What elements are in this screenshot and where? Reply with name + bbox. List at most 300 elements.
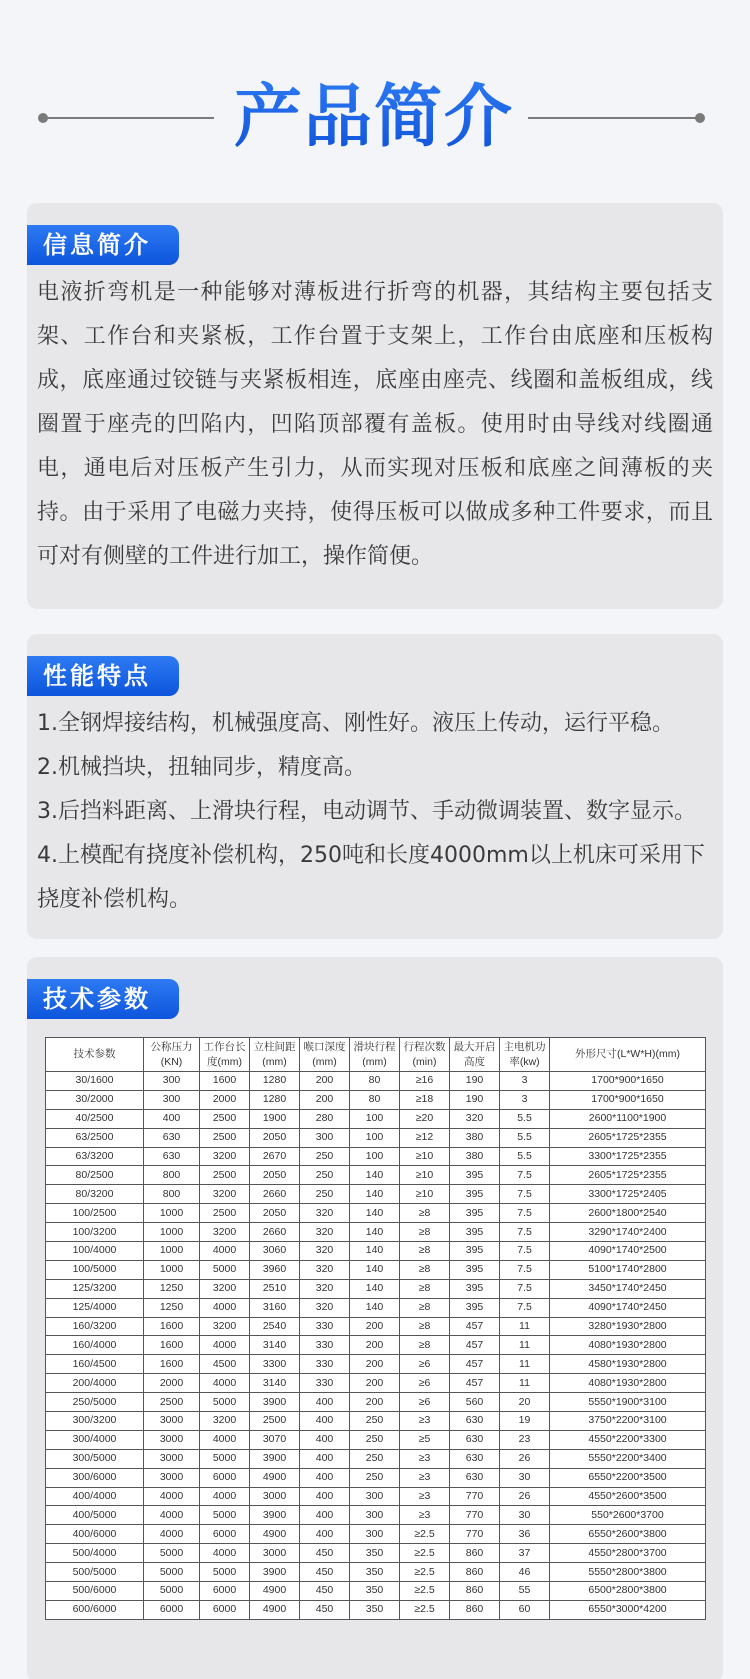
table-cell: 2050 — [250, 1204, 300, 1223]
table-cell: 4900 — [250, 1525, 300, 1544]
table-cell: 457 — [450, 1317, 500, 1336]
table-cell: 300 — [350, 1525, 400, 1544]
table-row — [46, 1260, 706, 1279]
table-cell: 100/4000 — [46, 1242, 144, 1261]
table-cell: 450 — [300, 1600, 350, 1619]
table-cell: 80/2500 — [46, 1166, 144, 1185]
table-cell: 1250 — [144, 1279, 200, 1298]
table-cell: 4000 — [144, 1487, 200, 1506]
table-cell: 140 — [350, 1242, 400, 1261]
table-cell: 3 — [500, 1072, 550, 1091]
table-cell: 395 — [450, 1166, 500, 1185]
table-cell: 3000 — [144, 1412, 200, 1431]
table-cell: 395 — [450, 1223, 500, 1242]
table-cell: 200 — [300, 1090, 350, 1109]
table-row — [46, 1468, 706, 1487]
table-header-cell: 行程次数(min) — [400, 1038, 450, 1072]
table-cell: 7.5 — [500, 1242, 550, 1261]
table-cell: 23 — [500, 1430, 550, 1449]
table-cell: 30/2000 — [46, 1090, 144, 1109]
table-cell: 5000 — [200, 1260, 250, 1279]
table-header-cell: 工作台长度(mm) — [200, 1038, 250, 1072]
table-header-cell: 喉口深度(mm) — [300, 1038, 350, 1072]
table-cell: 630 — [450, 1430, 500, 1449]
table-row — [46, 1544, 706, 1563]
table-row — [46, 1412, 706, 1431]
table-cell: 1600 — [200, 1072, 250, 1091]
table-header-cell: 主电机功率(kw) — [500, 1038, 550, 1072]
table-cell: 3960 — [250, 1260, 300, 1279]
table-cell: 11 — [500, 1374, 550, 1393]
table-cell: ≥10 — [400, 1185, 450, 1204]
table-cell: 600/6000 — [46, 1600, 144, 1619]
table-row — [46, 1449, 706, 1468]
params-table-wrap — [45, 1037, 705, 1620]
table-row — [46, 1355, 706, 1374]
table-cell: 400 — [300, 1393, 350, 1412]
table-cell: 1000 — [144, 1260, 200, 1279]
table-cell: 5000 — [200, 1449, 250, 1468]
table-cell: ≥6 — [400, 1355, 450, 1374]
table-cell: 400 — [300, 1412, 350, 1431]
table-cell: ≥8 — [400, 1204, 450, 1223]
table-cell: 200 — [350, 1317, 400, 1336]
table-cell: 2660 — [250, 1185, 300, 1204]
table-cell: ≥8 — [400, 1279, 450, 1298]
table-cell: 1250 — [144, 1298, 200, 1317]
table-cell: 4550*2600*3500 — [550, 1487, 706, 1506]
table-cell: 140 — [350, 1279, 400, 1298]
table-header-cell: 立柱间距(mm) — [250, 1038, 300, 1072]
table-cell: ≥6 — [400, 1393, 450, 1412]
header-line-right — [528, 117, 698, 119]
table-cell: 63/2500 — [46, 1128, 144, 1147]
table-cell: 300/6000 — [46, 1468, 144, 1487]
table-cell: 395 — [450, 1298, 500, 1317]
table-cell: ≥8 — [400, 1223, 450, 1242]
table-cell: 4580*1930*2800 — [550, 1355, 706, 1374]
table-cell: 280 — [300, 1109, 350, 1128]
table-cell: 20 — [500, 1393, 550, 1412]
table-cell: 300/4000 — [46, 1430, 144, 1449]
table-cell: 1000 — [144, 1242, 200, 1261]
table-cell: 5000 — [144, 1563, 200, 1582]
table-cell: 770 — [450, 1506, 500, 1525]
table-cell: 3450*1740*2450 — [550, 1279, 706, 1298]
page-header — [0, 70, 750, 165]
table-cell: 630 — [450, 1412, 500, 1431]
table-cell: 19 — [500, 1412, 550, 1431]
table-cell: 200 — [350, 1393, 400, 1412]
table-cell: 7.5 — [500, 1279, 550, 1298]
table-cell: 400 — [300, 1430, 350, 1449]
table-cell: 4090*1740*2450 — [550, 1298, 706, 1317]
table-cell: 3200 — [200, 1223, 250, 1242]
table-cell: 4500 — [200, 1355, 250, 1374]
table-cell: 46 — [500, 1563, 550, 1582]
table-header-cell: 滑块行程(mm) — [350, 1038, 400, 1072]
table-cell: 250 — [300, 1147, 350, 1166]
table-cell: 4900 — [250, 1468, 300, 1487]
table-cell: 140 — [350, 1166, 400, 1185]
table-cell: 5000 — [200, 1506, 250, 1525]
table-cell: 2050 — [250, 1128, 300, 1147]
table-cell: 2605*1725*2355 — [550, 1128, 706, 1147]
table-cell: 500/5000 — [46, 1563, 144, 1582]
table-cell: 1600 — [144, 1336, 200, 1355]
table-cell: 2670 — [250, 1147, 300, 1166]
features-card — [27, 634, 723, 939]
table-cell: 26 — [500, 1487, 550, 1506]
table-cell: 450 — [300, 1544, 350, 1563]
table-cell: ≥20 — [400, 1109, 450, 1128]
table-row — [46, 1090, 706, 1109]
table-cell: 300/3200 — [46, 1412, 144, 1431]
table-cell: 320 — [300, 1204, 350, 1223]
table-cell: 2050 — [250, 1166, 300, 1185]
table-row — [46, 1393, 706, 1412]
feature-item: 3.后挡料距离、上滑块行程，电动调节、手动微调装置、数字显示。 — [37, 799, 696, 824]
table-cell: 1600 — [144, 1355, 200, 1374]
table-cell: 200 — [350, 1374, 400, 1393]
table-cell: 250 — [300, 1185, 350, 1204]
table-cell: 4080*1930*2800 — [550, 1374, 706, 1393]
table-cell: 6000 — [200, 1468, 250, 1487]
table-cell: 4000 — [200, 1374, 250, 1393]
table-cell: 4090*1740*2500 — [550, 1242, 706, 1261]
table-cell: 4000 — [144, 1525, 200, 1544]
table-cell: 200 — [300, 1072, 350, 1091]
table-cell: 7.5 — [500, 1223, 550, 1242]
table-cell: 63/3200 — [46, 1147, 144, 1166]
table-cell: ≥10 — [400, 1147, 450, 1166]
table-cell: 2510 — [250, 1279, 300, 1298]
table-cell: 5000 — [200, 1563, 250, 1582]
table-cell: 4000 — [200, 1298, 250, 1317]
table-header-cell: 技术参数 — [46, 1038, 144, 1072]
table-cell: 330 — [300, 1336, 350, 1355]
table-cell: 630 — [144, 1147, 200, 1166]
table-cell: ≥12 — [400, 1128, 450, 1147]
table-cell: 55 — [500, 1582, 550, 1601]
intro-text: 电液折弯机是一种能够对薄板进行折弯的机器，其结构主要包括支架、工作台和夹紧板，工作台置于支架上，工作台由底座和压板构成，底座通过铰链与夹紧板相连，底座由座壳、线圈和盖板组成，线圈置于座壳的凹陷内，凹陷顶部覆有盖板。使用时由导线对线圈通电，通电后对压板产生引力，从而实现对压板和底座之间薄板的夹持。由于采用了电磁力夹持，使得压板可以做成多种工件要求，而且可对有侧壁的工件进行加工，操作简便。 — [37, 280, 713, 569]
table-cell: 400 — [144, 1109, 200, 1128]
table-row — [46, 1166, 706, 1185]
table-cell: 250 — [350, 1449, 400, 1468]
table-cell: 630 — [144, 1128, 200, 1147]
table-cell: 3000 — [250, 1544, 300, 1563]
table-row — [46, 1204, 706, 1223]
table-cell: 800 — [144, 1166, 200, 1185]
table-cell: 1600 — [144, 1317, 200, 1336]
table-cell: 5.5 — [500, 1109, 550, 1128]
table-cell: 250 — [300, 1166, 350, 1185]
table-cell: 40/2500 — [46, 1109, 144, 1128]
table-cell: 100/3200 — [46, 1223, 144, 1242]
table-cell: 395 — [450, 1242, 500, 1261]
table-cell: 4000 — [200, 1544, 250, 1563]
table-cell: 160/4000 — [46, 1336, 144, 1355]
table-cell: ≥2.5 — [400, 1600, 450, 1619]
table-cell: 800 — [144, 1185, 200, 1204]
table-cell: 5550*2800*3800 — [550, 1563, 706, 1582]
table-row — [46, 1223, 706, 1242]
table-cell: 770 — [450, 1487, 500, 1506]
table-cell: 100 — [350, 1109, 400, 1128]
table-cell: 5550*1900*3100 — [550, 1393, 706, 1412]
table-cell: 4000 — [144, 1506, 200, 1525]
table-cell: 860 — [450, 1563, 500, 1582]
intro-card — [27, 203, 723, 609]
table-cell: 3000 — [250, 1487, 300, 1506]
table-cell: 457 — [450, 1355, 500, 1374]
table-row — [46, 1242, 706, 1261]
features-list — [37, 702, 717, 922]
table-cell: ≥8 — [400, 1298, 450, 1317]
table-cell: 300 — [350, 1506, 400, 1525]
page-title: 产品简介 — [224, 70, 524, 165]
table-cell: 400 — [300, 1525, 350, 1544]
table-cell: 7.5 — [500, 1298, 550, 1317]
table-cell: 2600*1100*1900 — [550, 1109, 706, 1128]
table-cell: 3280*1930*2800 — [550, 1317, 706, 1336]
table-cell: 5.5 — [500, 1128, 550, 1147]
table-cell: 125/3200 — [46, 1279, 144, 1298]
table-cell: 350 — [350, 1563, 400, 1582]
table-row — [46, 1317, 706, 1336]
table-cell: 4550*2800*3700 — [550, 1544, 706, 1563]
params-card — [27, 957, 723, 1679]
table-cell: 4000 — [200, 1242, 250, 1261]
table-cell: 2500 — [200, 1166, 250, 1185]
table-cell: 560 — [450, 1393, 500, 1412]
table-cell: 3300*1725*2355 — [550, 1147, 706, 1166]
table-cell: 80/3200 — [46, 1185, 144, 1204]
table-cell: 380 — [450, 1147, 500, 1166]
table-cell: 11 — [500, 1355, 550, 1374]
table-cell: 26 — [500, 1449, 550, 1468]
table-cell: 2500 — [200, 1204, 250, 1223]
table-cell: 320 — [300, 1298, 350, 1317]
table-cell: 630 — [450, 1449, 500, 1468]
table-cell: 2660 — [250, 1223, 300, 1242]
table-cell: 395 — [450, 1279, 500, 1298]
table-cell: 125/4000 — [46, 1298, 144, 1317]
table-cell: 330 — [300, 1374, 350, 1393]
header-line-left — [44, 117, 214, 119]
table-cell: 4550*2200*3300 — [550, 1430, 706, 1449]
table-cell: 500/4000 — [46, 1544, 144, 1563]
table-row — [46, 1430, 706, 1449]
table-cell: 36 — [500, 1525, 550, 1544]
table-cell: 4000 — [200, 1487, 250, 1506]
table-cell: ≥5 — [400, 1430, 450, 1449]
table-cell: 3750*2200*3100 — [550, 1412, 706, 1431]
table-cell: 3000 — [144, 1430, 200, 1449]
table-header-row — [46, 1038, 706, 1072]
table-cell: 200 — [350, 1355, 400, 1374]
table-cell: ≥3 — [400, 1487, 450, 1506]
table-cell: ≥18 — [400, 1090, 450, 1109]
table-cell: 30/1600 — [46, 1072, 144, 1091]
table-cell: 630 — [450, 1468, 500, 1487]
table-cell: 400/4000 — [46, 1487, 144, 1506]
table-row — [46, 1506, 706, 1525]
table-cell: 100/5000 — [46, 1260, 144, 1279]
intro-tag: 信息简介 — [27, 225, 179, 265]
table-cell: 4900 — [250, 1582, 300, 1601]
table-cell: 320 — [450, 1109, 500, 1128]
table-cell: ≥3 — [400, 1468, 450, 1487]
table-cell: 6000 — [200, 1582, 250, 1601]
table-row — [46, 1525, 706, 1544]
table-cell: 3070 — [250, 1430, 300, 1449]
table-cell: 320 — [300, 1279, 350, 1298]
table-cell: 3160 — [250, 1298, 300, 1317]
table-cell: 2000 — [200, 1090, 250, 1109]
table-row — [46, 1185, 706, 1204]
table-cell: 3000 — [144, 1468, 200, 1487]
table-cell: ≥2.5 — [400, 1563, 450, 1582]
table-row — [46, 1487, 706, 1506]
table-row — [46, 1147, 706, 1166]
table-cell: ≥8 — [400, 1336, 450, 1355]
table-cell: 3900 — [250, 1563, 300, 1582]
table-cell: 3300 — [250, 1355, 300, 1374]
table-cell: 30 — [500, 1506, 550, 1525]
table-cell: 3300*1725*2405 — [550, 1185, 706, 1204]
table-cell: 5000 — [144, 1582, 200, 1601]
table-cell: 5000 — [200, 1393, 250, 1412]
table-cell: 140 — [350, 1223, 400, 1242]
table-cell: 300 — [300, 1128, 350, 1147]
table-cell: 1000 — [144, 1223, 200, 1242]
table-cell: 320 — [300, 1242, 350, 1261]
table-cell: 860 — [450, 1600, 500, 1619]
table-row — [46, 1128, 706, 1147]
table-cell: 320 — [300, 1223, 350, 1242]
table-cell: 140 — [350, 1298, 400, 1317]
table-cell: 5550*2200*3400 — [550, 1449, 706, 1468]
table-cell: 6000 — [200, 1600, 250, 1619]
table-cell: 7.5 — [500, 1185, 550, 1204]
table-cell: 250 — [350, 1412, 400, 1431]
table-cell: 500/6000 — [46, 1582, 144, 1601]
table-cell: ≥6 — [400, 1374, 450, 1393]
table-row — [46, 1109, 706, 1128]
table-cell: 400 — [300, 1487, 350, 1506]
table-cell: 1700*900*1650 — [550, 1090, 706, 1109]
table-cell: 6500*2800*3800 — [550, 1582, 706, 1601]
table-row — [46, 1563, 706, 1582]
table-cell: 6550*2600*3800 — [550, 1525, 706, 1544]
table-cell: 550*2600*3700 — [550, 1506, 706, 1525]
table-cell: 6550*3000*4200 — [550, 1600, 706, 1619]
params-table — [45, 1037, 706, 1620]
table-cell: 2500 — [200, 1128, 250, 1147]
table-cell: 4000 — [200, 1430, 250, 1449]
table-cell: 330 — [300, 1355, 350, 1374]
table-cell: ≥2.5 — [400, 1582, 450, 1601]
table-header-cell: 外形尺寸(L*W*H)(mm) — [550, 1038, 706, 1072]
table-cell: 80 — [350, 1090, 400, 1109]
table-cell: 3200 — [200, 1317, 250, 1336]
table-cell: 250 — [350, 1468, 400, 1487]
table-cell: 350 — [350, 1582, 400, 1601]
table-cell: 770 — [450, 1525, 500, 1544]
table-cell: 100/2500 — [46, 1204, 144, 1223]
table-cell: 3 — [500, 1090, 550, 1109]
table-cell: 60 — [500, 1600, 550, 1619]
table-cell: 1280 — [250, 1090, 300, 1109]
table-cell: 400/5000 — [46, 1506, 144, 1525]
table-cell: 2500 — [200, 1109, 250, 1128]
table-cell: 3140 — [250, 1374, 300, 1393]
table-cell: ≥3 — [400, 1412, 450, 1431]
table-cell: 450 — [300, 1563, 350, 1582]
table-cell: 2600*1800*2540 — [550, 1204, 706, 1223]
table-cell: 3900 — [250, 1393, 300, 1412]
table-cell: ≥8 — [400, 1242, 450, 1261]
table-cell: ≥2.5 — [400, 1525, 450, 1544]
table-cell: 4000 — [200, 1336, 250, 1355]
table-cell: 300 — [350, 1487, 400, 1506]
table-row — [46, 1374, 706, 1393]
table-cell: 3200 — [200, 1279, 250, 1298]
table-row — [46, 1336, 706, 1355]
table-cell: 3900 — [250, 1449, 300, 1468]
table-cell: 11 — [500, 1336, 550, 1355]
table-cell: 1700*900*1650 — [550, 1072, 706, 1091]
table-cell: 7.5 — [500, 1260, 550, 1279]
table-cell: 3140 — [250, 1336, 300, 1355]
table-cell: 3200 — [200, 1412, 250, 1431]
table-cell: ≥10 — [400, 1166, 450, 1185]
table-header-cell: 公称压力(KN) — [144, 1038, 200, 1072]
table-row — [46, 1298, 706, 1317]
table-cell: 380 — [450, 1128, 500, 1147]
table-cell: 457 — [450, 1336, 500, 1355]
table-row — [46, 1279, 706, 1298]
table-cell: 2000 — [144, 1374, 200, 1393]
table-cell: 330 — [300, 1317, 350, 1336]
table-cell: 250/5000 — [46, 1393, 144, 1412]
table-cell: 4900 — [250, 1600, 300, 1619]
table-cell: 2500 — [250, 1412, 300, 1431]
table-cell: 5.5 — [500, 1147, 550, 1166]
table-cell: 400/6000 — [46, 1525, 144, 1544]
table-cell: 6000 — [200, 1525, 250, 1544]
table-cell: 400 — [300, 1449, 350, 1468]
table-cell: 100 — [350, 1147, 400, 1166]
table-cell: 3290*1740*2400 — [550, 1223, 706, 1242]
table-cell: 7.5 — [500, 1204, 550, 1223]
table-cell: 300 — [144, 1090, 200, 1109]
table-cell: 3000 — [144, 1449, 200, 1468]
table-cell: 350 — [350, 1544, 400, 1563]
table-cell: ≥3 — [400, 1449, 450, 1468]
table-cell: 160/3200 — [46, 1317, 144, 1336]
table-cell: 450 — [300, 1582, 350, 1601]
table-cell: 160/4500 — [46, 1355, 144, 1374]
table-cell: 1900 — [250, 1109, 300, 1128]
table-cell: ≥16 — [400, 1072, 450, 1091]
table-cell: 200 — [350, 1336, 400, 1355]
table-cell: 6000 — [144, 1600, 200, 1619]
table-cell: 250 — [350, 1430, 400, 1449]
table-cell: 30 — [500, 1468, 550, 1487]
table-cell: 5100*1740*2800 — [550, 1260, 706, 1279]
